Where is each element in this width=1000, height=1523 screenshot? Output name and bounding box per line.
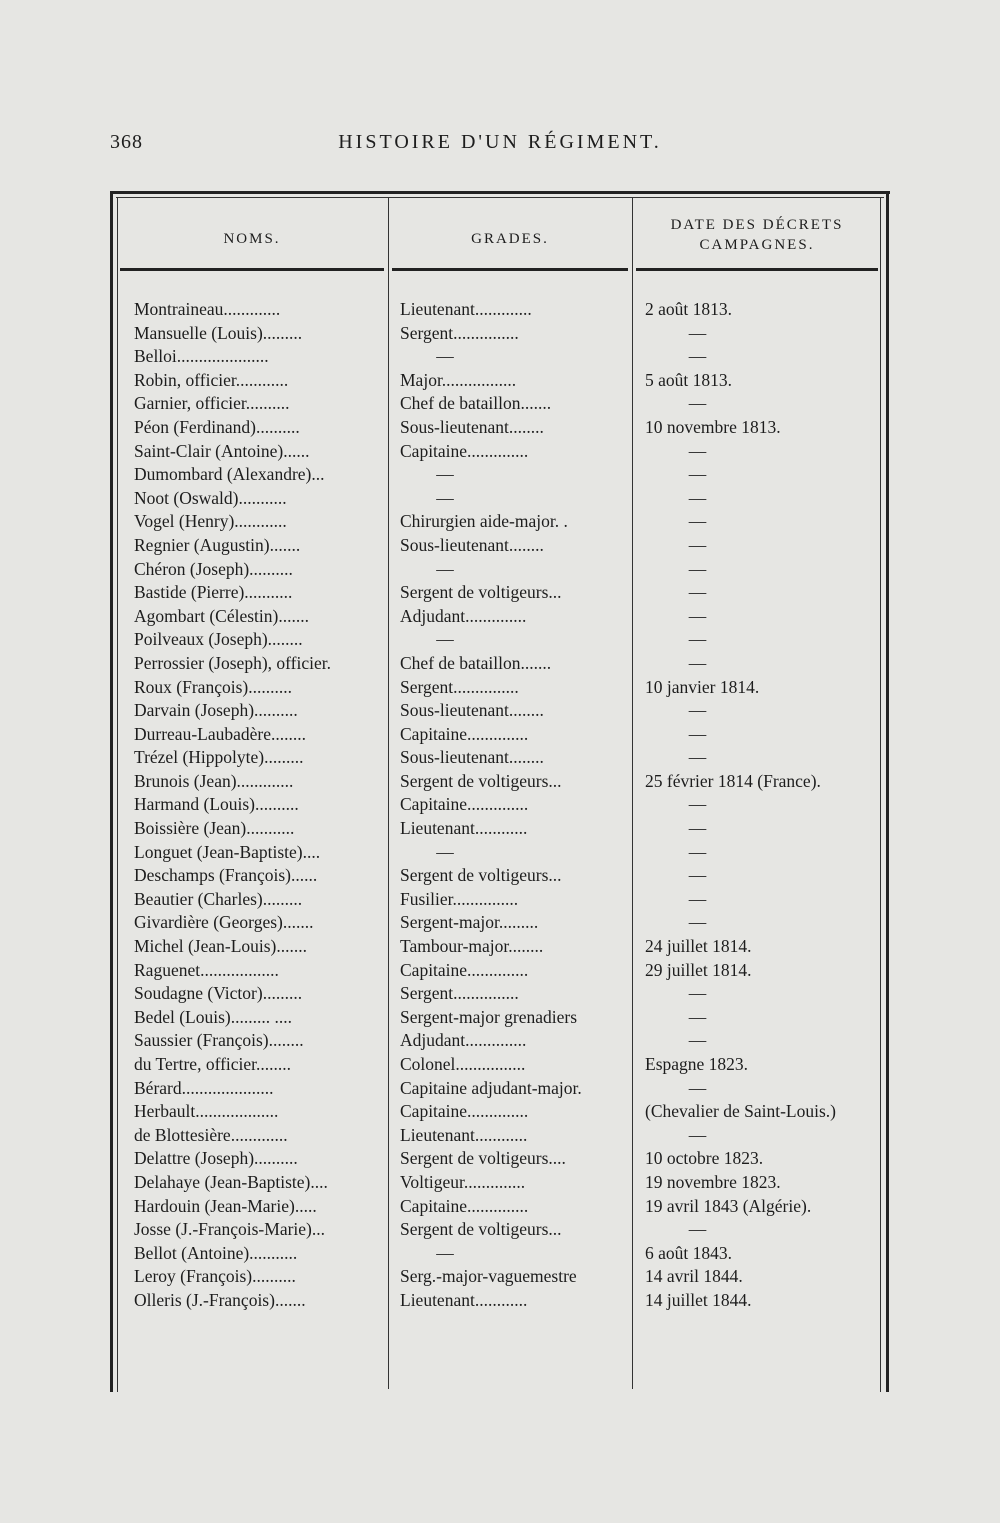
grade-cell: Serg.-major-vaguemestre <box>400 1266 577 1287</box>
name-cell: Mansuelle (Louis)......... <box>134 322 303 343</box>
date-cell: — <box>688 582 707 603</box>
date-cell: 25 février 1814 (France). <box>645 770 821 791</box>
name-cell: Raguenet.................. <box>134 959 279 980</box>
table-row <box>0 1218 1000 1242</box>
date-cell: — <box>688 1030 707 1051</box>
running-head: HISTOIRE D'UN RÉGIMENT. <box>338 131 662 153</box>
table-row <box>0 581 1000 605</box>
name-cell: Regnier (Augustin)....... <box>134 534 301 555</box>
grade-cell: Sergent............... <box>400 983 519 1004</box>
grade-cell: — <box>436 558 454 579</box>
header-rule <box>392 268 628 271</box>
table-row <box>0 487 1000 511</box>
table-row <box>0 959 1000 983</box>
date-cell: — <box>688 912 707 933</box>
date-cell: 2 août 1813. <box>645 299 733 319</box>
name-cell: Durreau-Laubadère........ <box>134 723 306 744</box>
table-row <box>0 817 1000 841</box>
grade-cell: Sergent de voltigeurs... <box>400 582 562 603</box>
date-cell: 5 août 1813. <box>645 369 733 390</box>
grade-cell: Chef de bataillon....... <box>400 393 552 414</box>
table-body <box>0 298 1000 1313</box>
table-row <box>0 1100 1000 1124</box>
date-cell: 14 juillet 1844. <box>645 1289 752 1310</box>
grade-cell: Capitaine.............. <box>400 959 529 980</box>
date-cell: — <box>688 1219 707 1240</box>
grade-cell: Colonel................ <box>400 1054 526 1074</box>
grade-cell: — <box>436 841 454 862</box>
date-cell: — <box>688 818 707 839</box>
grade-cell: — <box>436 346 454 367</box>
column-header-dates-line1: DATE DES DÉCRETS <box>670 217 844 233</box>
name-cell: Givardière (Georges)....... <box>134 912 314 933</box>
date-cell: Espagne 1823. <box>645 1054 749 1074</box>
date-cell: — <box>688 841 707 862</box>
table-row <box>0 1195 1000 1219</box>
name-cell: Dumombard (Alexandre)... <box>134 464 325 485</box>
date-cell: 14 avril 1844. <box>645 1266 743 1287</box>
table-row <box>0 1124 1000 1148</box>
table-row <box>0 1171 1000 1195</box>
grade-cell: Capitaine.............. <box>400 794 529 815</box>
date-cell: 29 juillet 1814. <box>645 959 752 980</box>
grade-cell: Chirurgien aide-major. . <box>400 511 568 532</box>
name-cell: Michel (Jean-Louis)....... <box>134 936 308 957</box>
name-cell: Longuet (Jean-Baptiste).... <box>134 841 321 862</box>
name-cell: Harmand (Louis).......... <box>134 794 299 815</box>
table-row <box>0 793 1000 817</box>
table-row <box>0 322 1000 346</box>
table-row <box>0 911 1000 935</box>
grade-cell: Sous-lieutenant........ <box>400 534 544 555</box>
name-cell: Brunois (Jean)............. <box>134 770 294 791</box>
table-row <box>0 1053 1000 1077</box>
grade-cell: Fusilier............... <box>400 888 519 909</box>
grade-cell: Sergent de voltigeurs... <box>400 770 562 791</box>
grade-cell: Adjudant.............. <box>400 605 527 626</box>
header-rule <box>120 268 384 271</box>
date-cell: 10 octobre 1823. <box>645 1148 764 1169</box>
table-row <box>0 534 1000 558</box>
date-cell: — <box>688 865 707 886</box>
name-cell: Saint-Clair (Antoine)...... <box>134 440 310 461</box>
date-cell: — <box>688 346 707 367</box>
table-row <box>0 416 1000 440</box>
date-cell: — <box>688 605 707 626</box>
name-cell: Belloi..................... <box>134 346 269 367</box>
name-cell: Soudagne (Victor)......... <box>134 983 303 1004</box>
name-cell: Beautier (Charles)......... <box>134 888 303 909</box>
table-row <box>0 723 1000 747</box>
name-cell: Saussier (François)........ <box>134 1030 304 1051</box>
date-cell: — <box>688 888 707 909</box>
grade-cell: — <box>436 464 454 485</box>
table-row <box>0 982 1000 1006</box>
table-row <box>0 770 1000 794</box>
column-header-grades: GRADES. <box>471 231 549 247</box>
name-cell: Olleris (J.-François)....... <box>134 1289 306 1310</box>
grade-cell: Lieutenant............ <box>400 1289 528 1310</box>
grade-cell: Lieutenant............ <box>400 1124 528 1145</box>
name-cell: Herbault................... <box>134 1101 279 1122</box>
name-cell: Delahaye (Jean-Baptiste).... <box>134 1171 328 1192</box>
name-cell: Poilveaux (Joseph)........ <box>134 629 303 650</box>
table-row <box>0 1289 1000 1313</box>
date-cell: — <box>688 464 707 485</box>
table-row <box>0 746 1000 770</box>
grade-cell: Capitaine adjudant-major. <box>400 1077 582 1098</box>
date-cell: — <box>688 652 707 673</box>
table-row <box>0 463 1000 487</box>
column-header-dates-line2: CAMPAGNES. <box>699 237 815 253</box>
table-row <box>0 1265 1000 1289</box>
name-cell: Josse (J.-François-Marie)... <box>134 1219 325 1240</box>
table-row <box>0 392 1000 416</box>
grade-cell: — <box>436 487 454 508</box>
name-cell: Chéron (Joseph).......... <box>134 558 293 579</box>
table-row <box>0 605 1000 629</box>
date-cell: — <box>688 983 707 1004</box>
date-cell: — <box>688 511 707 532</box>
date-cell: 19 avril 1843 (Algérie). <box>645 1195 812 1216</box>
table-row <box>0 652 1000 676</box>
name-cell: Boissière (Jean)........... <box>134 818 295 839</box>
grade-cell: Chef de bataillon....... <box>400 652 552 673</box>
name-cell: Perrossier (Joseph), officier. <box>134 652 331 673</box>
table-row <box>0 510 1000 534</box>
date-cell: — <box>688 558 707 579</box>
date-cell: — <box>688 393 707 414</box>
name-cell: Deschamps (François)...... <box>134 865 318 886</box>
name-cell: de Blottesière............. <box>134 1124 288 1145</box>
page-number: 368 <box>110 131 143 153</box>
date-cell: — <box>688 629 707 650</box>
grade-cell: Capitaine.............. <box>400 440 529 461</box>
grade-cell: Sergent de voltigeurs.... <box>400 1148 566 1169</box>
grade-cell: Capitaine.............. <box>400 1195 529 1216</box>
table-row <box>0 864 1000 888</box>
name-cell: Péon (Ferdinand).......... <box>134 416 300 437</box>
name-cell: Leroy (François).......... <box>134 1266 296 1287</box>
date-cell: 6 août 1843. <box>645 1242 733 1263</box>
grade-cell: Sous-lieutenant........ <box>400 416 544 437</box>
date-cell: (Chevalier de Saint-Louis.) <box>645 1101 836 1122</box>
grade-cell: Sergent............... <box>400 322 519 343</box>
date-cell: 19 novembre 1823. <box>645 1171 781 1192</box>
grade-cell: Sergent............... <box>400 676 519 697</box>
table-row <box>0 369 1000 393</box>
grade-cell: — <box>436 1242 454 1263</box>
name-cell: Bérard..................... <box>134 1077 274 1098</box>
name-cell: Montraineau............. <box>134 299 281 319</box>
name-cell: Vogel (Henry)............ <box>134 511 287 532</box>
table-row <box>0 1242 1000 1266</box>
header-rule <box>636 268 878 271</box>
name-cell: Garnier, officier.......... <box>134 393 290 414</box>
table-row <box>0 345 1000 369</box>
date-cell: — <box>688 700 707 721</box>
grade-cell: Voltigeur.............. <box>400 1171 526 1192</box>
table-row <box>0 1147 1000 1171</box>
table-row <box>0 558 1000 582</box>
grade-cell: Major................. <box>400 369 517 390</box>
grade-cell: — <box>436 629 454 650</box>
table-row <box>0 841 1000 865</box>
name-cell: Darvain (Joseph).......... <box>134 700 298 721</box>
table-row <box>0 1029 1000 1053</box>
date-cell: — <box>688 1124 707 1145</box>
date-cell: 10 novembre 1813. <box>645 416 781 437</box>
grade-cell: Adjudant.............. <box>400 1030 527 1051</box>
table-row <box>0 935 1000 959</box>
table-row <box>0 1006 1000 1030</box>
name-cell: Roux (François).......... <box>134 676 292 697</box>
table-row <box>0 298 1000 322</box>
grade-cell: Tambour-major........ <box>400 936 544 957</box>
date-cell: — <box>688 1077 707 1098</box>
date-cell: — <box>688 487 707 508</box>
table-row <box>0 888 1000 912</box>
name-cell: Delattre (Joseph).......... <box>134 1148 298 1169</box>
table-row <box>0 699 1000 723</box>
date-cell: — <box>688 747 707 768</box>
name-cell: Bellot (Antoine)........... <box>134 1242 298 1263</box>
grade-cell: Capitaine.............. <box>400 723 529 744</box>
grade-cell: Sous-lieutenant........ <box>400 747 544 768</box>
grade-cell: Sergent-major grenadiers <box>400 1006 578 1027</box>
grade-cell: Lieutenant............. <box>400 299 532 319</box>
frame-top-inner-rule <box>116 197 884 198</box>
date-cell: — <box>688 723 707 744</box>
column-header-dates <box>636 215 878 255</box>
grade-cell: Lieutenant............ <box>400 818 528 839</box>
frame-top-rule <box>110 191 890 194</box>
grade-cell: Sergent de voltigeurs... <box>400 1219 562 1240</box>
name-cell: Noot (Oswald)........... <box>134 487 287 508</box>
name-cell: Bastide (Pierre)........... <box>134 582 293 603</box>
date-cell: — <box>688 322 707 343</box>
date-cell: — <box>688 794 707 815</box>
name-cell: Hardouin (Jean-Marie)..... <box>134 1195 317 1216</box>
grade-cell: Sergent-major......... <box>400 912 539 933</box>
grade-cell: Capitaine.............. <box>400 1101 529 1122</box>
table-row <box>0 676 1000 700</box>
date-cell: — <box>688 1006 707 1027</box>
table-row <box>0 1077 1000 1101</box>
table-row <box>0 440 1000 464</box>
column-header-names: NOMS. <box>223 231 281 247</box>
name-cell: Trézel (Hippolyte)......... <box>134 747 304 768</box>
name-cell: Agombart (Célestin)....... <box>134 605 309 626</box>
name-cell: Bedel (Louis)......... .... <box>134 1006 292 1027</box>
table-row <box>0 628 1000 652</box>
date-cell: — <box>688 440 707 461</box>
date-cell: — <box>688 534 707 555</box>
grade-cell: Sergent de voltigeurs... <box>400 865 562 886</box>
grade-cell: Sous-lieutenant........ <box>400 700 544 721</box>
date-cell: 10 janvier 1814. <box>645 676 760 697</box>
date-cell: 24 juillet 1814. <box>645 936 752 957</box>
name-cell: Robin, officier............ <box>134 369 289 390</box>
name-cell: du Tertre, officier........ <box>134 1054 292 1074</box>
